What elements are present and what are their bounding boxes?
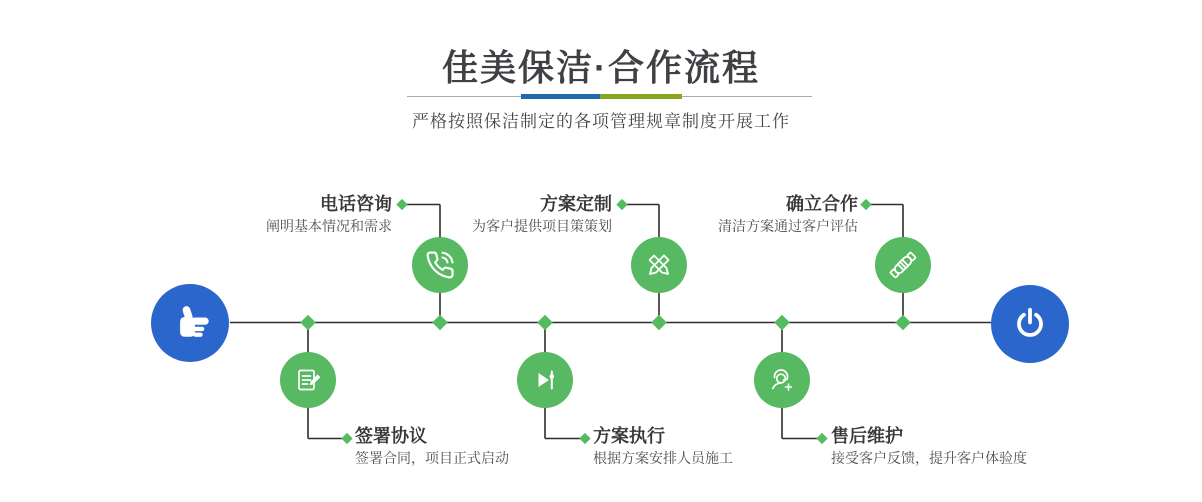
step-title: 电话咨询 [320,194,392,214]
step-node-sign [280,352,336,408]
step-label-sign [355,427,509,465]
step-title: 签署协议 [355,426,427,446]
step-node-phone [412,237,468,293]
step-label-plan [472,195,612,233]
phone-icon [425,250,455,280]
play-slider-icon [529,364,561,396]
step-title: 售后维护 [831,426,903,446]
page-subtitle: 严格按照保洁制定的各项管理规章制度开展工作 [412,112,790,131]
step-node-after-sales [754,352,810,408]
step-desc: 签署合同，项目正式启动 [355,450,509,466]
step-node-exec [517,352,573,408]
step-node-confirm [875,237,931,293]
step-label-after-sales [831,427,1027,465]
step-desc: 阐明基本情况和需求 [266,218,392,234]
step-title: 方案定制 [540,194,612,214]
hand-pointer-icon [168,301,212,345]
step-desc: 根据方案安排人员施工 [593,450,733,466]
headset-plus-icon [766,364,798,396]
crossed-pencils-icon [643,249,675,281]
step-title: 方案执行 [593,426,665,446]
step-label-exec [593,427,733,465]
step-desc: 清洁方案通过客户评估 [718,218,858,234]
step-label-confirm [718,195,858,233]
label-diamonds [341,199,871,444]
connector-lines [230,205,991,439]
step-node-plan [631,237,687,293]
contract-pen-icon [292,364,324,396]
step-label-phone [266,195,392,233]
step-desc: 为客户提供项目策策划 [472,218,612,234]
page-title: 佳美保洁·合作流程 [442,47,760,88]
start-node [151,284,229,362]
power-icon [1009,303,1051,345]
step-title: 确立合作 [786,194,858,214]
end-node [991,285,1069,363]
step-desc: 接受客户反馈，提升客户体验度 [831,450,1027,466]
handshake-icon [886,248,920,282]
